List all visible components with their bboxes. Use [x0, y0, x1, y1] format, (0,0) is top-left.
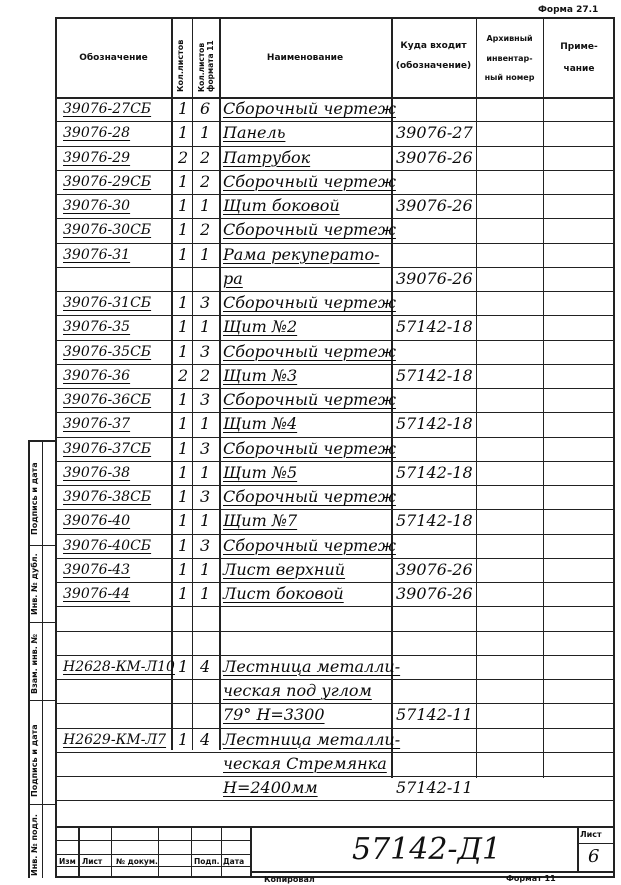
cell-format: 6: [200, 99, 211, 118]
tb-izm: Изм: [59, 857, 76, 866]
cell-sheets: 1: [178, 293, 189, 312]
header-sheets-format-text: Кол.листов формата 11: [197, 40, 215, 92]
row-divider: [56, 291, 614, 292]
cell-format: 1: [200, 123, 211, 143]
cell-designation: 39076-36: [63, 367, 131, 384]
cell-name: 79° Н=3300: [223, 705, 325, 725]
row-divider: [56, 534, 614, 535]
cell-name: Щит №5: [223, 462, 298, 482]
cell-name: ческая под углом: [223, 681, 372, 700]
cell-goes-into: 39076-26: [396, 559, 473, 579]
cell-name: Сборочный чертеж: [223, 341, 396, 361]
cell-designation: 39076-38СБ: [63, 489, 152, 505]
cell-sheets: 1: [178, 511, 189, 531]
cell-name: Щит №2: [223, 317, 298, 337]
cell-designation: 39076-43: [63, 561, 131, 578]
cell-name: Патрубок: [223, 147, 311, 167]
cell-designation: 39076-40СБ: [63, 537, 152, 554]
row-divider: [56, 800, 614, 801]
cell-name: Лист боковой: [223, 584, 344, 603]
cell-designation: 39076-44: [63, 586, 131, 602]
header-sheets-format: [195, 18, 219, 97]
tb-sign: Подп.: [194, 857, 220, 866]
cell-name: Щит №4: [223, 414, 298, 434]
cell-format: 3: [200, 293, 211, 312]
tb-sheet-number: 6: [588, 846, 600, 867]
cell-format: 3: [200, 535, 211, 555]
row-divider: [56, 121, 614, 122]
doc-code: 57142-Д1: [352, 832, 502, 867]
cell-name: Панель: [223, 123, 286, 143]
row-divider: [56, 267, 614, 268]
strip-sign-date-bottom: Подпись и дата: [30, 724, 39, 797]
cell-goes-into: 57142-18: [396, 462, 473, 482]
row-divider: [56, 146, 614, 147]
cell-format: 2: [200, 171, 211, 191]
cell-sheets: 1: [178, 123, 189, 143]
row-divider: [56, 461, 614, 462]
cell-designation: 39076-30СБ: [63, 222, 152, 239]
cell-format: 3: [200, 390, 211, 409]
cell-designation: 39076-30: [63, 198, 131, 214]
cell-name: Н=2400мм: [223, 778, 318, 797]
cell-name: Сборочный чертеж: [223, 220, 396, 240]
cell-format: 1: [200, 244, 211, 264]
row-divider: [56, 703, 614, 704]
header-designation: Обозначение: [79, 53, 148, 63]
header-archive-2: инвентар-: [486, 54, 533, 63]
row-divider: [56, 388, 614, 389]
header-goes-into-2: (обозначение): [395, 61, 472, 71]
row-divider: [56, 752, 614, 753]
cell-goes-into: 57142-18: [396, 414, 473, 434]
cell-goes-into: 39076-26: [396, 147, 473, 167]
cell-format: 3: [200, 438, 211, 458]
header-archive-1: Архивный: [486, 34, 533, 43]
cell-sheets: 1: [178, 559, 189, 579]
strip-replace-inv: Взам. инв. №: [30, 633, 39, 694]
cell-designation: 39076-29: [63, 149, 131, 166]
cell-name: Щит №3: [223, 365, 298, 385]
cell-name: Сборочный чертеж: [223, 535, 396, 555]
cell-goes-into: 39076-27: [396, 123, 473, 143]
cell-goes-into: 57142-18: [396, 317, 473, 337]
cell-format: 4: [200, 656, 211, 676]
cell-name: ческая Стремянка: [223, 753, 387, 773]
cell-sheets: 1: [178, 244, 189, 264]
cell-name: Сборочный чертеж: [223, 438, 396, 458]
row-divider: [56, 582, 614, 583]
cell-sheets: 1: [178, 317, 189, 337]
row-divider: [56, 340, 614, 341]
tb-list: Лист: [82, 857, 103, 866]
header-archive-3: ный номер: [484, 73, 535, 82]
row-divider: [56, 509, 614, 510]
cell-format: 4: [200, 729, 211, 749]
cell-format: 1: [200, 196, 211, 215]
cell-format: 2: [200, 220, 211, 240]
cell-name: ра: [223, 268, 243, 288]
header-sheets-count: Кол.листов: [176, 39, 185, 92]
cell-format: 1: [200, 511, 211, 531]
cell-format: 3: [200, 341, 211, 361]
cell-sheets: 1: [178, 99, 189, 118]
cell-format: 2: [200, 147, 211, 167]
cell-designation: 39076-31СБ: [63, 295, 152, 311]
cell-name: Сборочный чертеж: [223, 293, 396, 312]
row-divider: [56, 776, 614, 777]
cell-sheets: 1: [178, 414, 189, 434]
cell-sheets: 1: [178, 196, 189, 215]
form-label: Форма 27.1: [538, 5, 599, 15]
tb-format: Формат 11: [506, 874, 556, 883]
row-divider: [56, 728, 614, 729]
cell-designation: 39076-37: [63, 416, 131, 433]
row-divider: [56, 606, 614, 607]
cell-name: Сборочный чертеж: [223, 487, 396, 506]
row-divider: [56, 194, 614, 195]
tb-doc-no: № докум.: [116, 857, 158, 866]
strip-sign-date-top: Подпись и дата: [30, 462, 39, 535]
cell-goes-into: 57142-18: [396, 511, 473, 531]
cell-designation: 39076-35СБ: [63, 343, 152, 360]
header-note-2: чание: [563, 64, 595, 74]
cell-goes-into: 39076-26: [396, 196, 473, 215]
cell-sheets: 1: [178, 584, 189, 603]
row-divider: [56, 437, 614, 438]
row-divider: [56, 243, 614, 244]
cell-name: Сборочный чертеж: [223, 171, 396, 191]
cell-designation: 39076-36СБ: [63, 392, 152, 408]
cell-name: Сборочный чертеж: [223, 390, 396, 409]
cell-designation: 39076-27СБ: [63, 101, 152, 117]
row-divider: [56, 679, 614, 680]
cell-goes-into: 57142-18: [396, 365, 473, 385]
header-note-1: Приме-: [560, 42, 598, 52]
cell-sheets: 1: [178, 220, 189, 240]
cell-format: 1: [200, 559, 211, 579]
row-divider: [56, 412, 614, 413]
cell-designation: 39076-40: [63, 513, 131, 530]
cell-format: 1: [200, 317, 211, 337]
cell-sheets: 1: [178, 535, 189, 555]
cell-name: Щит боковой: [223, 196, 340, 215]
cell-sheets: 1: [178, 656, 189, 676]
cell-designation: 39076-35: [63, 319, 131, 336]
cell-format: 2: [200, 365, 211, 385]
tb-copied: Копировал: [264, 875, 315, 884]
cell-format: 1: [200, 584, 211, 603]
cell-name: Рама рекуперато-: [223, 244, 380, 264]
cell-sheets: 1: [178, 462, 189, 482]
row-divider: [56, 364, 614, 365]
cell-sheets: 1: [178, 487, 189, 506]
header-name: Наименование: [266, 53, 344, 63]
cell-name: Лестница металли-: [223, 729, 401, 749]
cell-sheets: 1: [178, 390, 189, 409]
cell-goes-into: 57142-11: [396, 778, 473, 797]
cell-name: Щит №7: [223, 511, 298, 531]
row-divider: [56, 631, 614, 632]
cell-designation: 39076-37СБ: [63, 440, 152, 457]
cell-sheets: 1: [178, 438, 189, 458]
cell-name: Лист верхний: [223, 559, 346, 579]
cell-sheets: 1: [178, 171, 189, 191]
row-divider: [56, 170, 614, 171]
cell-goes-into: 39076-26: [396, 584, 473, 603]
cell-sheets: 2: [178, 365, 189, 385]
row-divider: [56, 485, 614, 486]
tb-sheet-label: Лист: [580, 830, 602, 839]
cell-name: Сборочный чертеж: [223, 99, 396, 118]
cell-sheets: 2: [178, 147, 189, 167]
row-divider: [56, 218, 614, 219]
cell-sheets: 1: [178, 729, 189, 749]
cell-goes-into: 57142-11: [396, 705, 473, 725]
strip-inv-orig: Инв. № подл.: [30, 814, 39, 876]
cell-name: Лестница металли-: [223, 656, 401, 676]
cell-designation: 39076-28: [63, 125, 131, 142]
cell-format: 1: [200, 462, 211, 482]
cell-format: 1: [200, 414, 211, 434]
cell-goes-into: 39076-26: [396, 268, 473, 288]
cell-sheets: 1: [178, 341, 189, 361]
cell-designation: 39076-31: [63, 246, 131, 263]
row-divider: [56, 315, 614, 316]
cell-designation: Н2628-КМ-Л10: [63, 658, 175, 675]
strip-inv-dup: Инв. № дубл.: [30, 553, 39, 615]
row-divider: [56, 558, 614, 559]
cell-designation: Н2629-КМ-Л7: [63, 731, 167, 748]
tb-date: Дата: [223, 857, 245, 866]
cell-designation: 39076-38: [63, 464, 131, 481]
cell-format: 3: [200, 487, 211, 506]
row-divider: [56, 655, 614, 656]
cell-designation: 39076-29СБ: [63, 173, 152, 190]
header-goes-into-1: Куда входит: [400, 41, 467, 51]
